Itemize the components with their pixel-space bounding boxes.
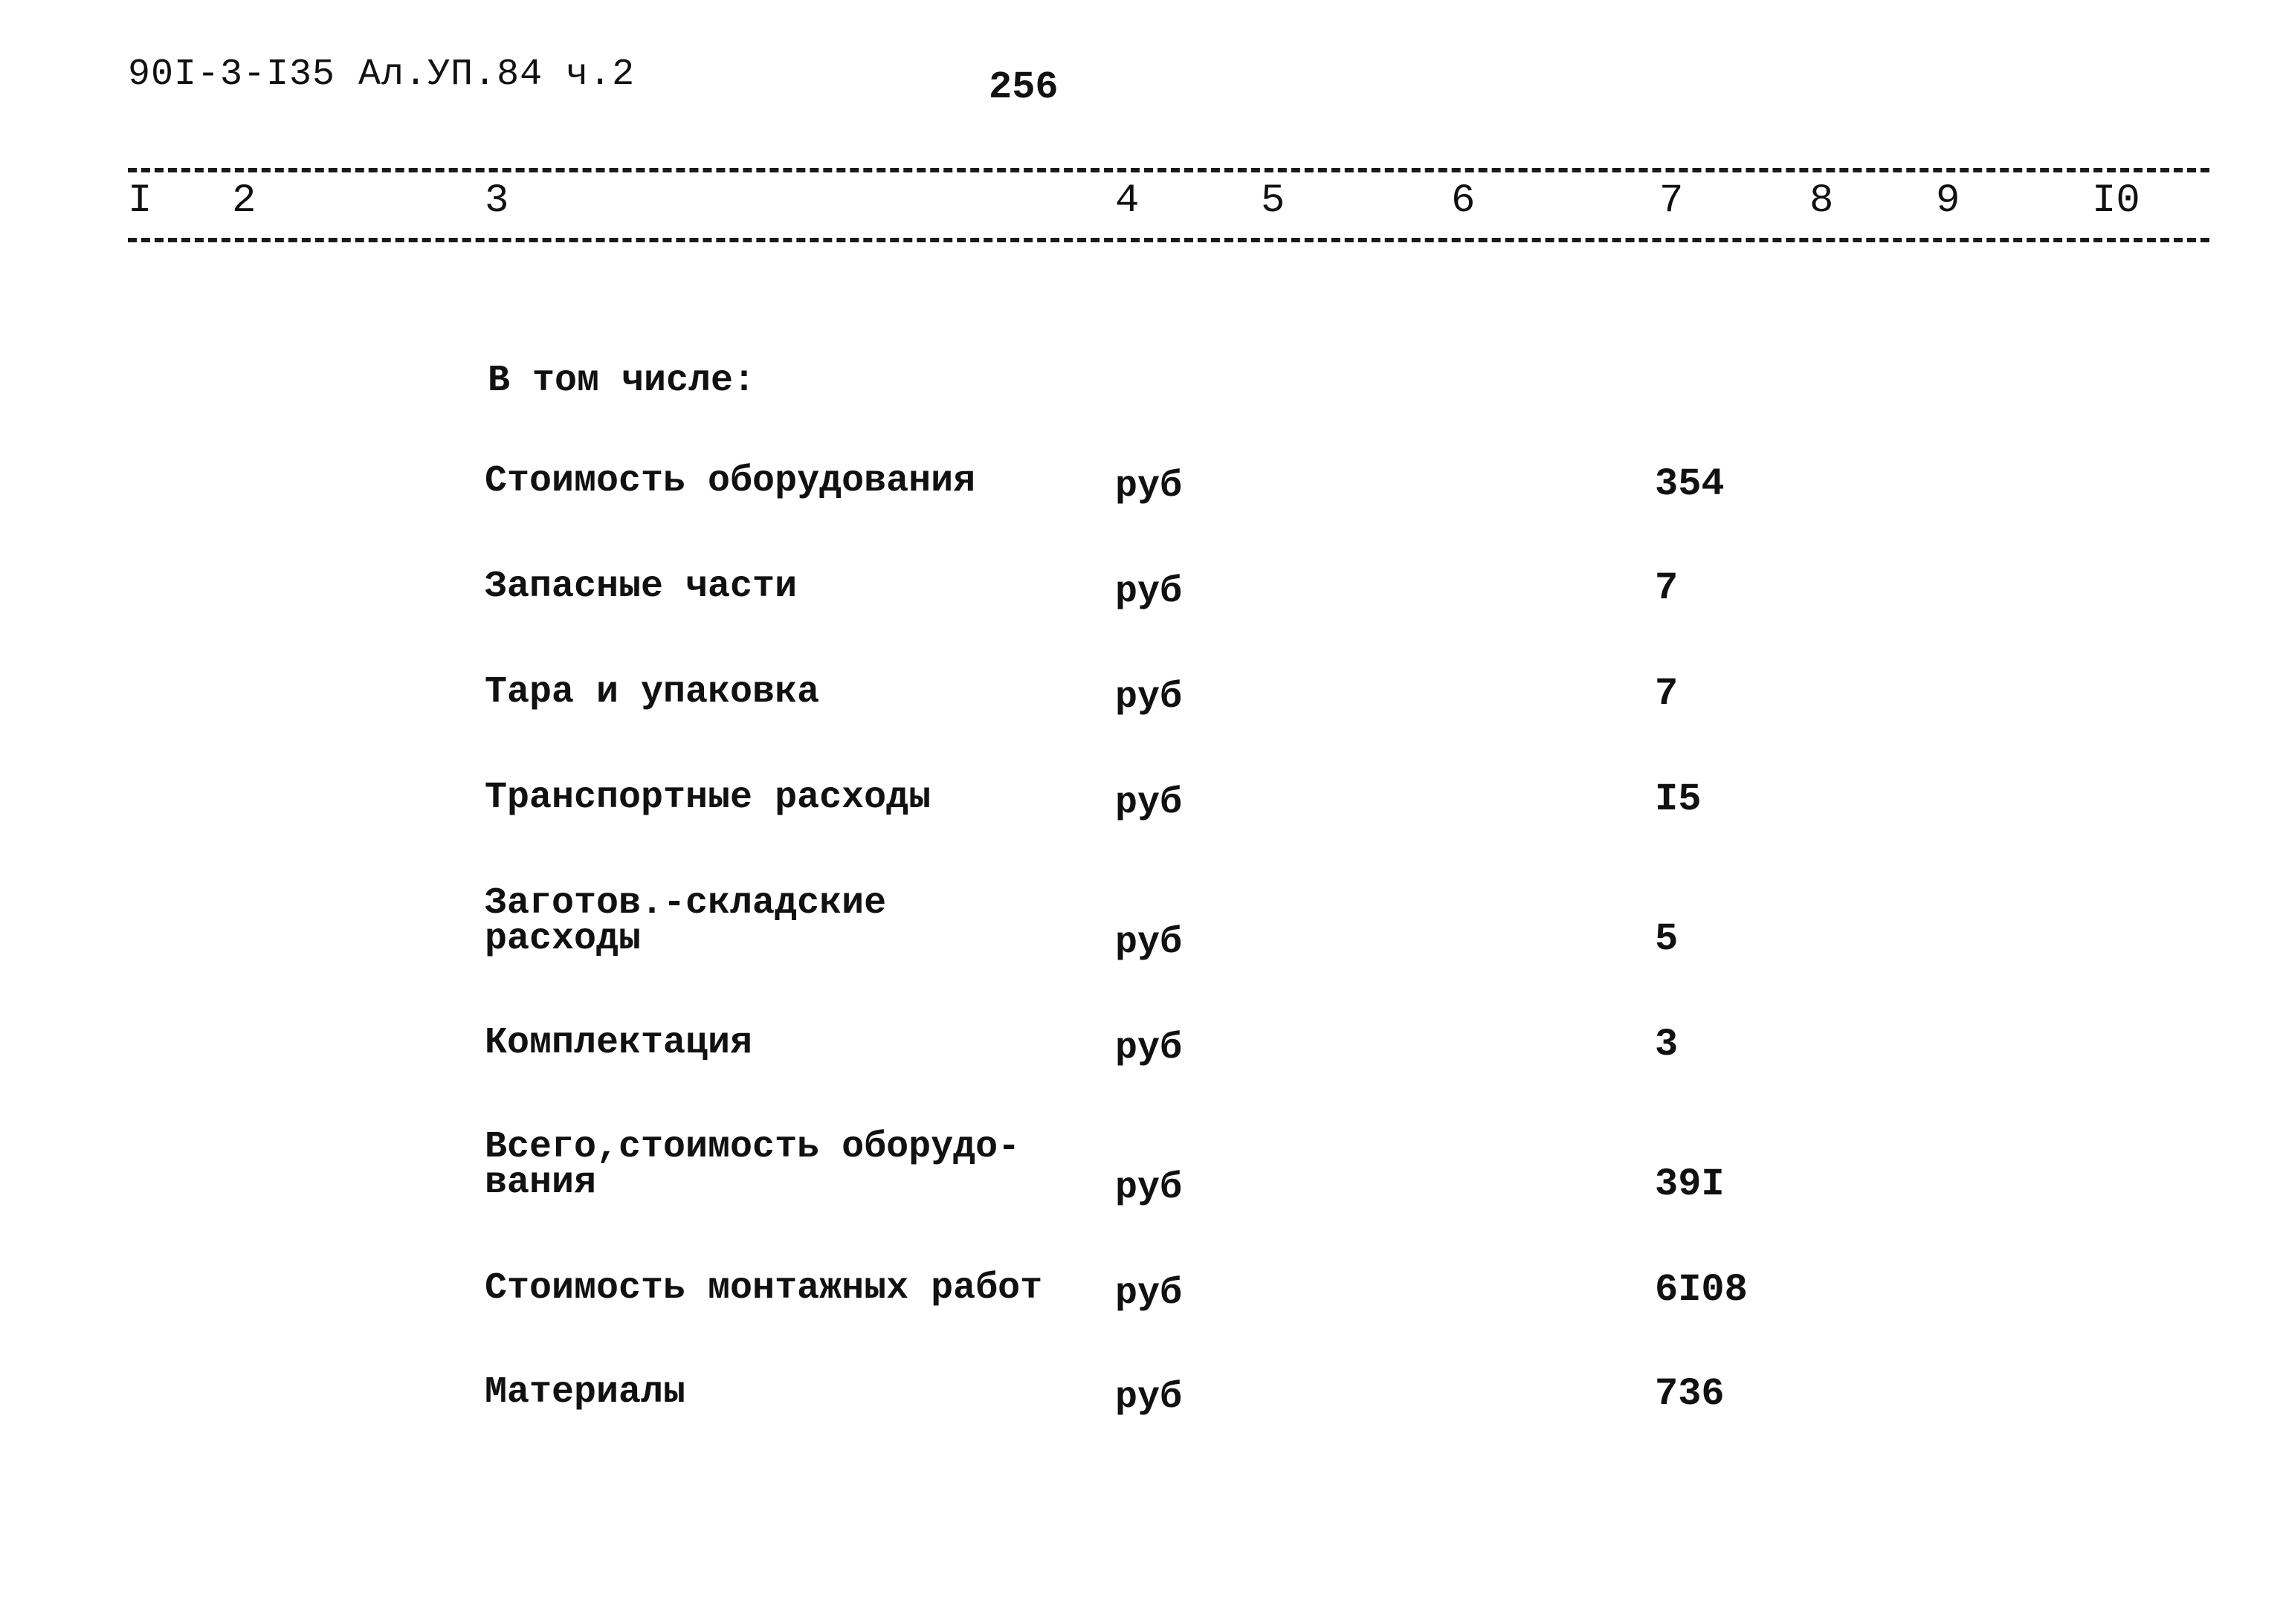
column-number: 5 xyxy=(1261,178,1285,224)
column-number: 6 xyxy=(1451,178,1476,224)
row-name: Заготов.-складские расходы xyxy=(485,882,887,960)
row-unit: руб xyxy=(1115,782,1183,824)
row-unit: руб xyxy=(1115,571,1183,613)
row-name: Комплектация xyxy=(485,1022,753,1064)
page-number: 256 xyxy=(989,65,1059,109)
row-name: Транспортные расходы xyxy=(485,777,931,819)
column-number: I0 xyxy=(2092,178,2140,224)
row-unit: руб xyxy=(1115,676,1183,719)
column-number: 3 xyxy=(485,178,509,224)
row-value: I5 xyxy=(1655,777,1702,821)
row-value: 736 xyxy=(1655,1372,1725,1416)
row-unit: руб xyxy=(1115,1027,1183,1070)
row-unit: руб xyxy=(1115,922,1183,964)
table-header-top-rule xyxy=(128,168,2209,172)
row-name: Стоимость оборудования xyxy=(485,460,976,502)
column-number: I xyxy=(128,178,152,224)
row-value: 354 xyxy=(1655,462,1725,506)
column-number: 9 xyxy=(1936,178,1960,224)
row-name: Запасные части xyxy=(485,566,798,608)
section-label: В том числе: xyxy=(488,360,756,402)
row-unit: руб xyxy=(1115,1376,1183,1419)
row-unit: руб xyxy=(1115,1167,1183,1209)
row-name: Всего,стоимость оборудо- вания xyxy=(485,1126,1021,1204)
row-value: 7 xyxy=(1655,672,1679,716)
column-number: 8 xyxy=(1809,178,1834,224)
document-code: 90I-3-I35 Ал.УП.84 ч.2 xyxy=(128,54,636,96)
row-value: 39I xyxy=(1655,1162,1725,1206)
column-number: 2 xyxy=(232,178,256,224)
row-name: Стоимость монтажных работ xyxy=(485,1267,1043,1310)
row-name: Материалы xyxy=(485,1371,686,1414)
row-unit: руб xyxy=(1115,1272,1183,1315)
row-value: 6I08 xyxy=(1655,1268,1748,1312)
row-name: Тара и упаковка xyxy=(485,671,820,714)
row-value: 7 xyxy=(1655,566,1679,610)
column-number: 4 xyxy=(1115,178,1140,224)
row-value: 5 xyxy=(1655,917,1679,961)
row-value: 3 xyxy=(1655,1023,1679,1067)
column-number: 7 xyxy=(1659,178,1684,224)
row-unit: руб xyxy=(1115,465,1183,508)
table-header-bottom-rule xyxy=(128,238,2209,242)
